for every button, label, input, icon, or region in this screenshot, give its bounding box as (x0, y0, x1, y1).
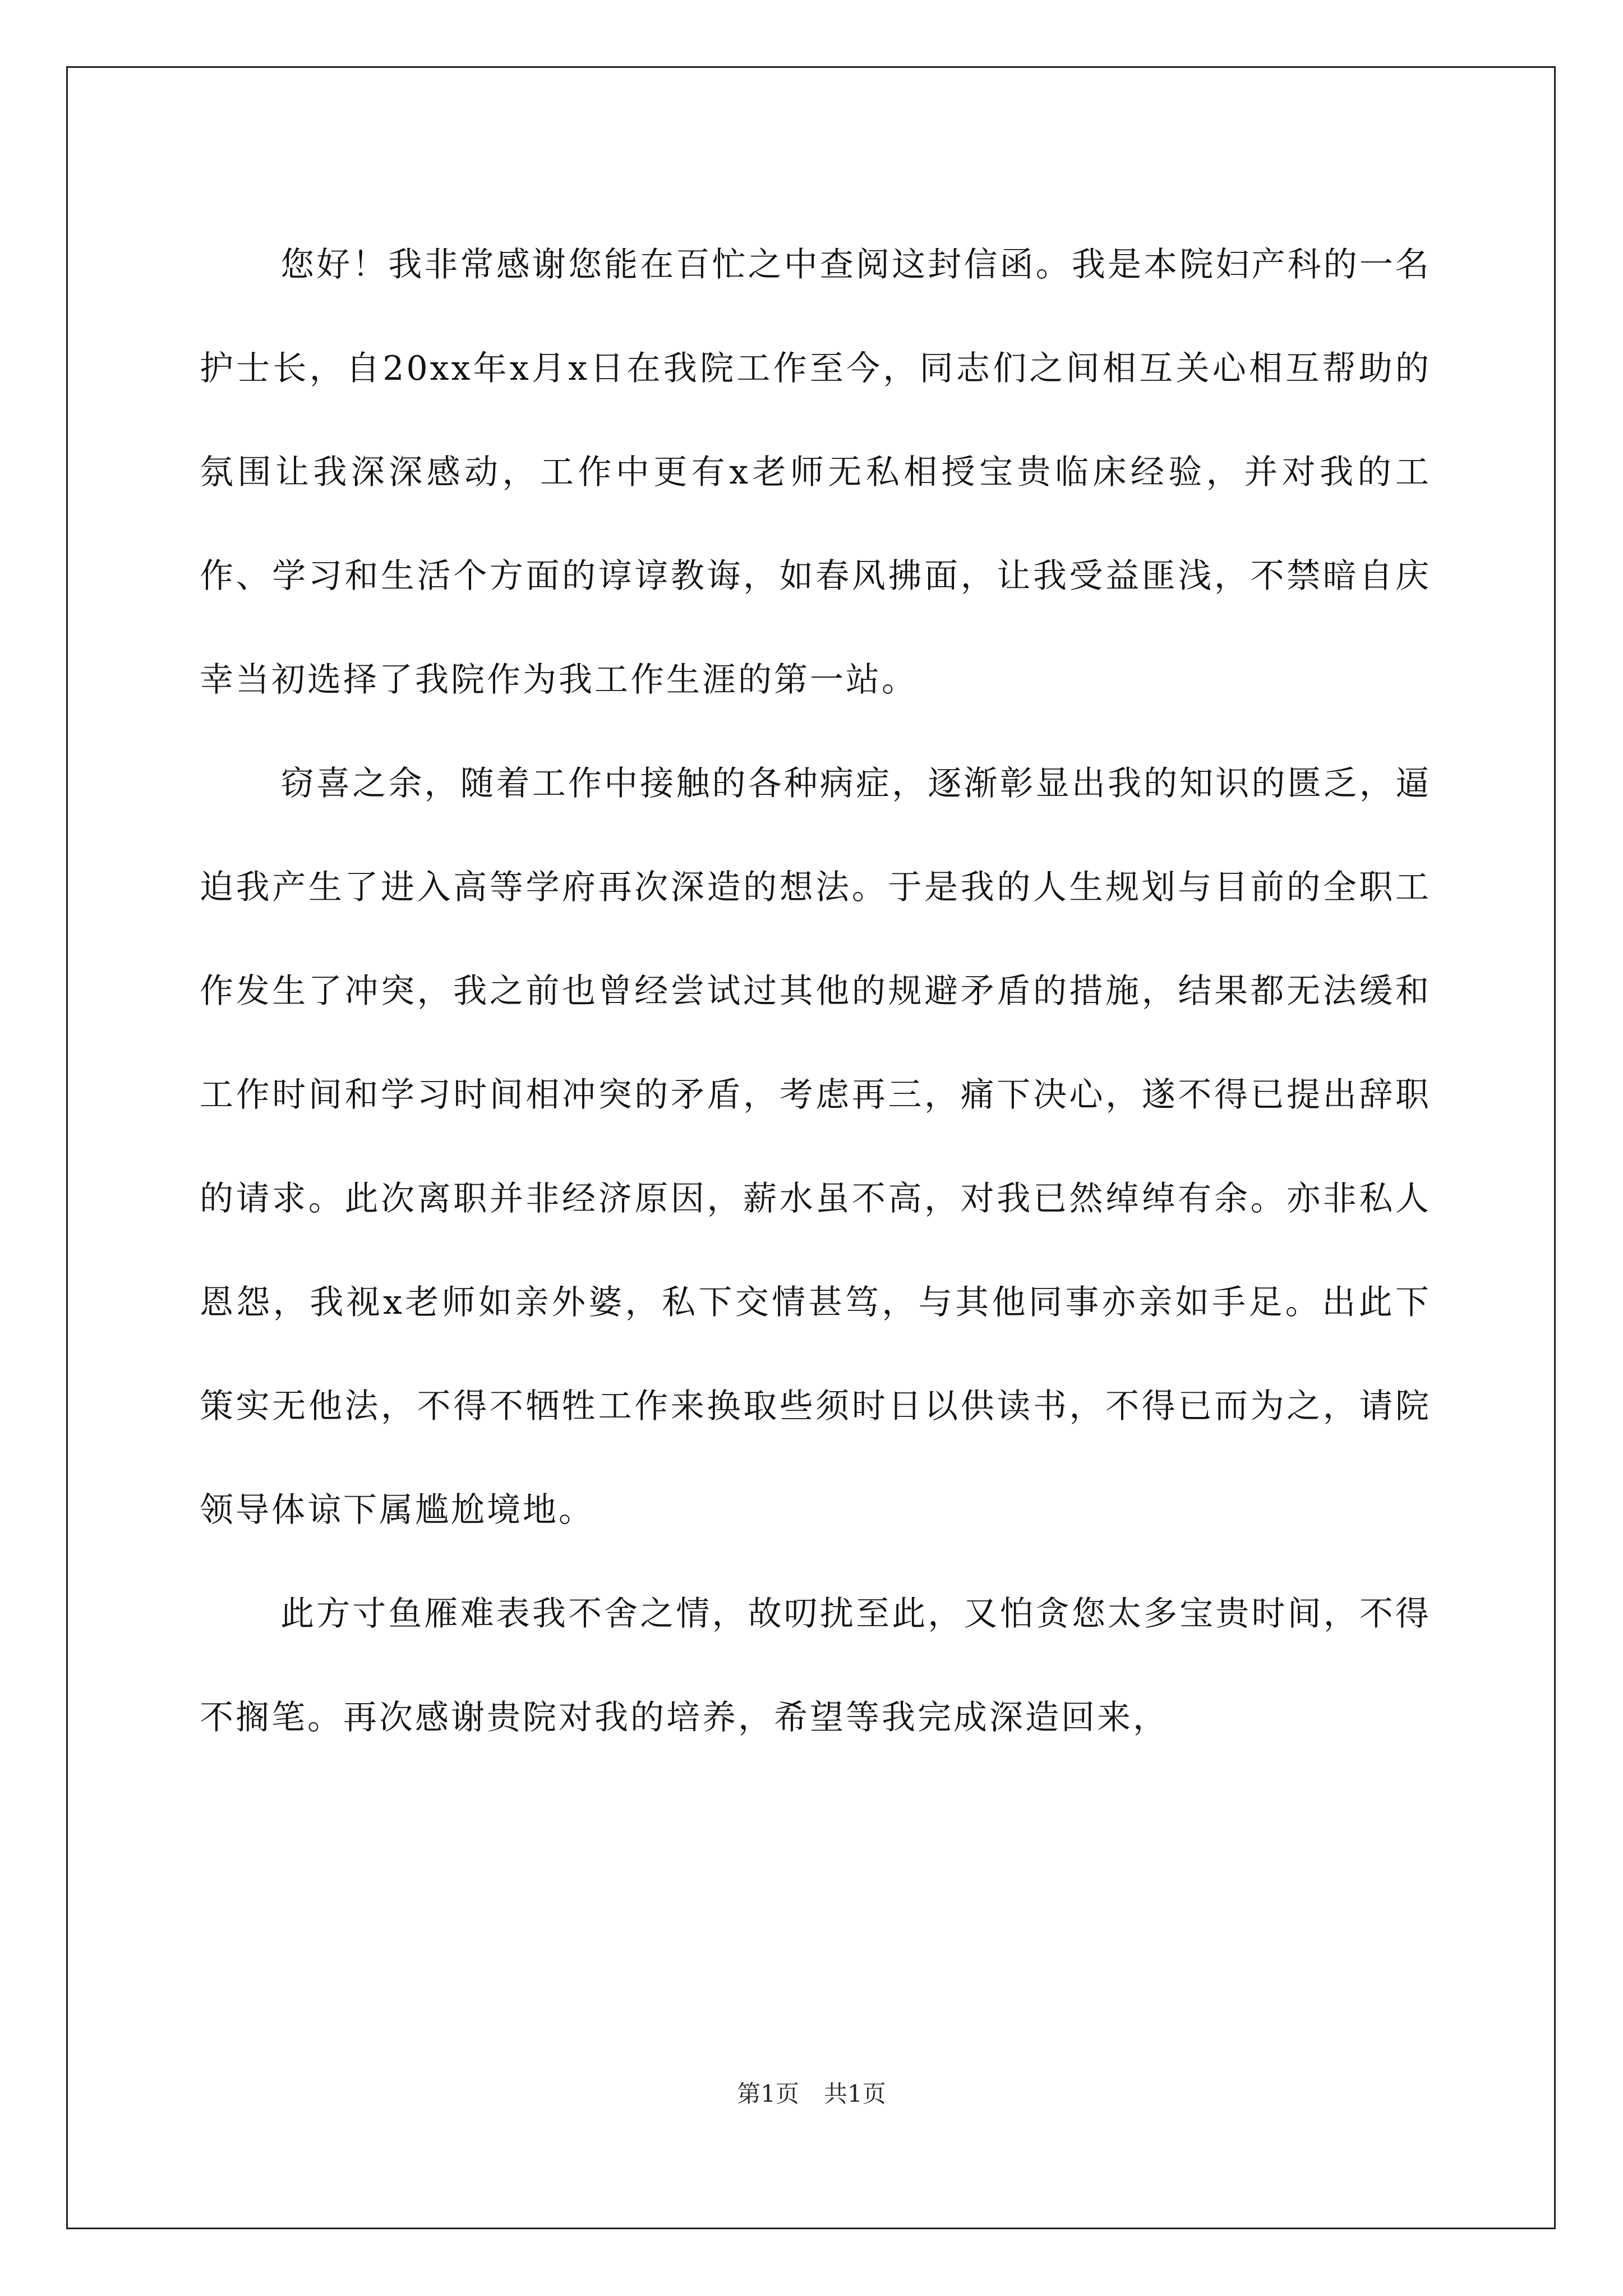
page-total: 共1页 (824, 2080, 886, 2108)
page-footer (0, 2076, 1623, 2109)
letter-body (200, 213, 1431, 1770)
paragraph-greeting: 您好！我非常感谢您能在百忙之中查阅这封信函。我是本院妇产科的一名护士长，自20xx年x月x日在我院工作至今，同志们之间相互关心相互帮助的氛围让我深深感动，工作中更有x老师无私相授宝贵临床经验，并对我的工作、学习和生活个方面的谆谆教诲，如春风拂面，让我受益匪浅，不禁暗自庆幸当初选择了我院作为我工作生涯的第一站。 (200, 245, 1431, 700)
paragraph-reason: 窃喜之余，随着工作中接触的各种病症，逐渐彰显出我的知识的匮乏，逼迫我产生了进入高等学府再次深造的想法。于是我的人生规划与目前的全职工作发生了冲突，我之前也曾经尝试过其他的规避矛盾的措施，结果都无法缓和工作时间和学习时间相冲突的矛盾，考虑再三，痛下决心，遂不得已提出辞职的请求。此次离职并非经济原因，薪水虽不高，对我已然绰绰有余。亦非私人恩怨，我视x老师如亲外婆，私下交情甚笃，与其他同事亦亲如手足。出此下策实无他法，不得不牺牲工作来换取些须时日以供读书，不得已而为之，请院领导体谅下属尴尬境地。 (200, 764, 1431, 1530)
page-number: 第1页 (737, 2080, 799, 2108)
paragraph-closing: 此方寸鱼雁难表我不舍之情，故叨扰至此，又怕贪您太多宝贵时间，不得不搁笔。再次感谢贵院对我的培养，希望等我完成深造回来， (200, 1594, 1431, 1737)
